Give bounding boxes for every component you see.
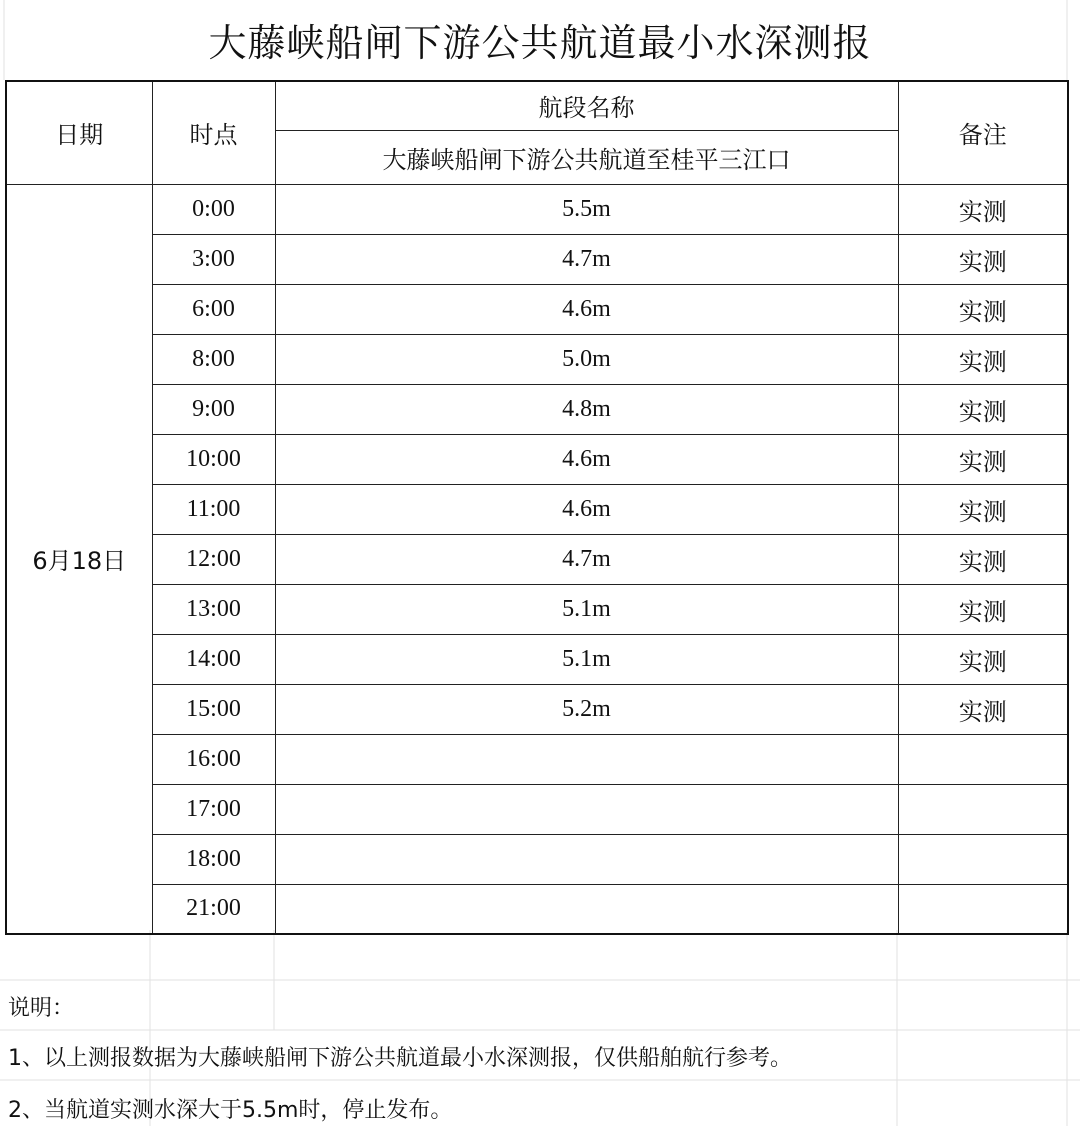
depth-cell: 4.6m bbox=[275, 484, 898, 534]
table-row bbox=[6, 784, 1068, 834]
table-row bbox=[6, 184, 1068, 234]
remark-cell bbox=[898, 834, 1068, 884]
header-remark: 备注 bbox=[898, 81, 1068, 184]
table-row bbox=[6, 284, 1068, 334]
table-row bbox=[6, 884, 1068, 934]
time-cell: 9:00 bbox=[152, 384, 275, 434]
table-row bbox=[6, 834, 1068, 884]
depth-cell: 5.1m bbox=[275, 584, 898, 634]
remark-cell: 实测 bbox=[898, 634, 1068, 684]
date-cell: 6月18日 bbox=[6, 184, 152, 934]
header-segment-name: 大藤峡船闸下游公共航道至桂平三江口 bbox=[275, 130, 898, 184]
time-cell: 16:00 bbox=[152, 734, 275, 784]
remark-cell: 实测 bbox=[898, 184, 1068, 234]
note-item: 1、以上测报数据为大藤峡船闸下游公共航道最小水深测报，仅供船舶航行参考。 bbox=[8, 1046, 792, 1071]
note-item: 2、当航道实测水深大于5.5m时，停止发布。 bbox=[8, 1098, 453, 1123]
remark-cell: 实测 bbox=[898, 584, 1068, 634]
remark-cell bbox=[898, 884, 1068, 934]
remark-cell bbox=[898, 784, 1068, 834]
table-row bbox=[6, 734, 1068, 784]
header-time: 时点 bbox=[152, 81, 275, 184]
table-row bbox=[6, 684, 1068, 734]
header-segment-group: 航段名称 bbox=[275, 81, 898, 130]
remark-cell: 实测 bbox=[898, 684, 1068, 734]
time-cell: 10:00 bbox=[152, 434, 275, 484]
time-cell: 0:00 bbox=[152, 184, 275, 234]
remark-cell bbox=[898, 734, 1068, 784]
depth-cell: 5.1m bbox=[275, 634, 898, 684]
time-cell: 13:00 bbox=[152, 584, 275, 634]
table-row bbox=[6, 484, 1068, 534]
table-row bbox=[6, 334, 1068, 384]
table-row bbox=[6, 434, 1068, 484]
depth-cell: 5.2m bbox=[275, 684, 898, 734]
depth-cell: 4.7m bbox=[275, 534, 898, 584]
depth-table bbox=[5, 80, 1069, 935]
depth-cell bbox=[275, 784, 898, 834]
table-row bbox=[6, 384, 1068, 434]
depth-cell: 4.6m bbox=[275, 284, 898, 334]
time-cell: 6:00 bbox=[152, 284, 275, 334]
report-title: 大藤峡船闸下游公共航道最小水深测报 bbox=[208, 20, 872, 65]
depth-cell: 5.0m bbox=[275, 334, 898, 384]
notes-heading: 说明： bbox=[8, 996, 75, 1021]
remark-cell: 实测 bbox=[898, 484, 1068, 534]
time-cell: 3:00 bbox=[152, 234, 275, 284]
time-cell: 15:00 bbox=[152, 684, 275, 734]
header-date: 日期 bbox=[6, 81, 152, 184]
table-row bbox=[6, 234, 1068, 284]
time-cell: 17:00 bbox=[152, 784, 275, 834]
time-cell: 21:00 bbox=[152, 884, 275, 934]
time-cell: 8:00 bbox=[152, 334, 275, 384]
remark-cell: 实测 bbox=[898, 534, 1068, 584]
remark-cell: 实测 bbox=[898, 384, 1068, 434]
remark-cell: 实测 bbox=[898, 334, 1068, 384]
time-cell: 12:00 bbox=[152, 534, 275, 584]
remark-cell: 实测 bbox=[898, 434, 1068, 484]
depth-cell: 5.5m bbox=[275, 184, 898, 234]
time-cell: 11:00 bbox=[152, 484, 275, 534]
depth-cell: 4.7m bbox=[275, 234, 898, 284]
time-cell: 18:00 bbox=[152, 834, 275, 884]
table-row bbox=[6, 534, 1068, 584]
depth-cell: 4.6m bbox=[275, 434, 898, 484]
time-cell: 14:00 bbox=[152, 634, 275, 684]
table-row bbox=[6, 584, 1068, 634]
depth-cell bbox=[275, 834, 898, 884]
depth-cell bbox=[275, 734, 898, 784]
remark-cell: 实测 bbox=[898, 284, 1068, 334]
table-row bbox=[6, 634, 1068, 684]
remark-cell: 实测 bbox=[898, 234, 1068, 284]
depth-cell bbox=[275, 884, 898, 934]
depth-cell: 4.8m bbox=[275, 384, 898, 434]
